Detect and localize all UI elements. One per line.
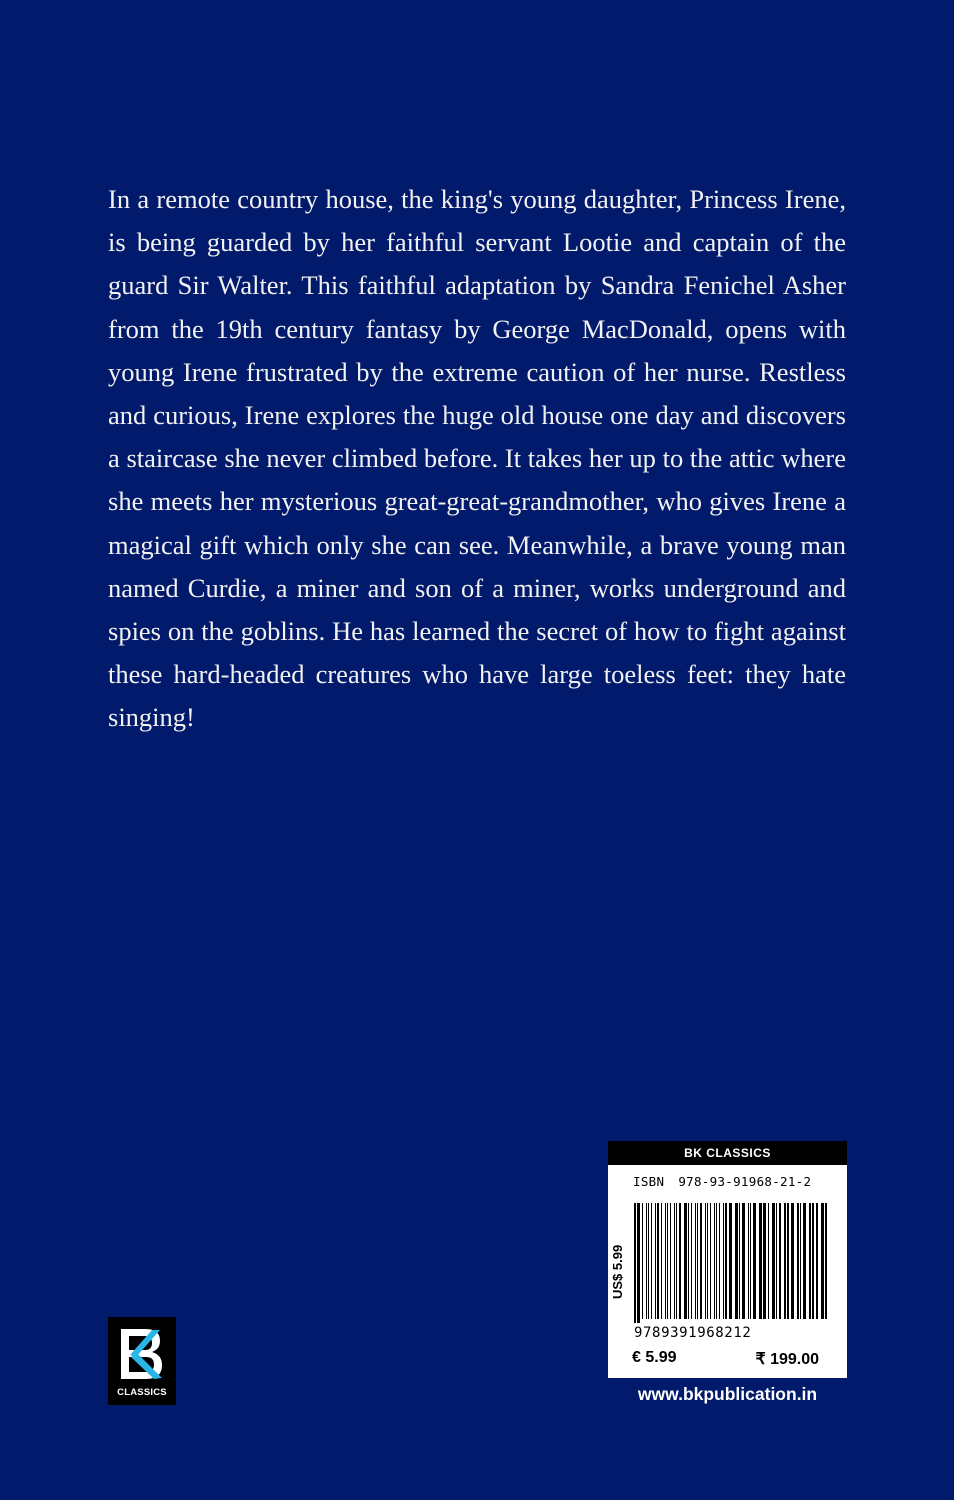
barcode-bar: [772, 1203, 775, 1319]
barcode-bar: [695, 1203, 696, 1319]
barcode-bar: [661, 1203, 662, 1319]
barcode-bar: [825, 1203, 827, 1319]
barcode-bar: [651, 1203, 652, 1319]
barcode-bar: [748, 1203, 749, 1319]
barcode-bar: [768, 1203, 769, 1319]
barcode-bar: [714, 1203, 715, 1319]
barcode-bar: [657, 1203, 659, 1319]
barcode-bar: [800, 1203, 801, 1319]
barcode-publisher: BK CLASSICS: [608, 1141, 847, 1165]
barcode-digits: 9789391968212: [634, 1325, 752, 1341]
barcode-bar: [688, 1203, 689, 1319]
barcode-bar: [821, 1203, 824, 1319]
barcode-bar: [742, 1203, 745, 1319]
barcode-bar: [723, 1203, 724, 1319]
barcode-bar: [719, 1203, 720, 1319]
barcode-bar: [759, 1203, 762, 1319]
barcode-bar: [812, 1203, 814, 1319]
barcode-bar: [705, 1203, 706, 1319]
barcode-bar: [725, 1203, 727, 1319]
barcode-bar: [634, 1203, 636, 1323]
barcode-bar: [670, 1203, 671, 1319]
barcode-bar: [735, 1203, 738, 1319]
publisher-website: www.bkpublication.in: [637, 1384, 818, 1404]
barcode-bar: [779, 1203, 781, 1319]
barcode-bar: [716, 1203, 717, 1319]
barcode-bar: [665, 1203, 666, 1319]
back-cover-blurb: In a remote country house, the king's young daughter, Princess Irene, is being guarded by her faithful servant Lootie and captain of the guard Sir Walter. This faithful adaptation by Sandra Fenichel Asher from the 19th century fantasy by George MacDonald, opens with young Irene frustrated by the extreme caution of her nurse. Restless and curious, Irene explores the huge old house one day and discovers a staircase she never climbed before. It takes her up to the attic where she meets her mysterious great-great-grandmother, who gives Irene a magical gift which only she can see. Meanwhile, a brave young man named Curdie, a miner and son of a miner, works underground and spies on the goblins. He has learned the secret of how to fight against these hard-headed creatures who have large toeless feet: they hate singing!: [108, 184, 846, 733]
barcode-bar: [750, 1203, 751, 1319]
barcode-panel: [608, 1141, 847, 1378]
barcode-bar: [684, 1203, 687, 1319]
price-eur: € 5.99: [632, 1349, 677, 1366]
barcode-bar: [655, 1203, 656, 1319]
barcode-bar: [676, 1203, 677, 1319]
publisher-logo: [108, 1317, 176, 1405]
barcode-bar: [646, 1203, 647, 1319]
barcode-bar: [787, 1203, 789, 1319]
barcode-bar: [753, 1203, 756, 1319]
barcode-bar: [648, 1203, 649, 1319]
isbn-value: 978-93-91968-21-2: [678, 1174, 812, 1189]
barcode-bar: [791, 1203, 794, 1319]
isbn-line: [633, 1174, 838, 1189]
barcode-bar: [637, 1203, 640, 1323]
bk-logo-icon: [108, 1317, 176, 1387]
barcode-bar: [707, 1203, 708, 1319]
barcode-bar: [697, 1203, 698, 1319]
logo-label: CLASSICS: [117, 1387, 167, 1398]
barcode-bar: [674, 1203, 675, 1319]
barcode-bar: [776, 1203, 777, 1319]
barcode-bars: [632, 1203, 832, 1323]
barcode-bar: [700, 1203, 702, 1319]
barcode-bar: [803, 1203, 806, 1319]
barcode-bar: [691, 1203, 692, 1319]
barcode-bar: [642, 1203, 643, 1319]
price-usd: US$ 5.99: [610, 1244, 625, 1300]
barcode-bar: [816, 1203, 818, 1319]
barcode-bar: [809, 1203, 811, 1319]
barcode-bar: [679, 1203, 681, 1319]
barcode-bar: [710, 1203, 711, 1319]
price-inr: ₹ 199.00: [755, 1351, 819, 1368]
isbn-label: ISBN: [633, 1174, 665, 1189]
barcode-bar: [763, 1203, 766, 1319]
barcode-bar: [797, 1203, 799, 1319]
barcode-bar: [739, 1203, 740, 1319]
barcode-bar: [729, 1203, 732, 1319]
barcode-bar: [667, 1203, 668, 1319]
barcode-bar: [784, 1203, 786, 1319]
